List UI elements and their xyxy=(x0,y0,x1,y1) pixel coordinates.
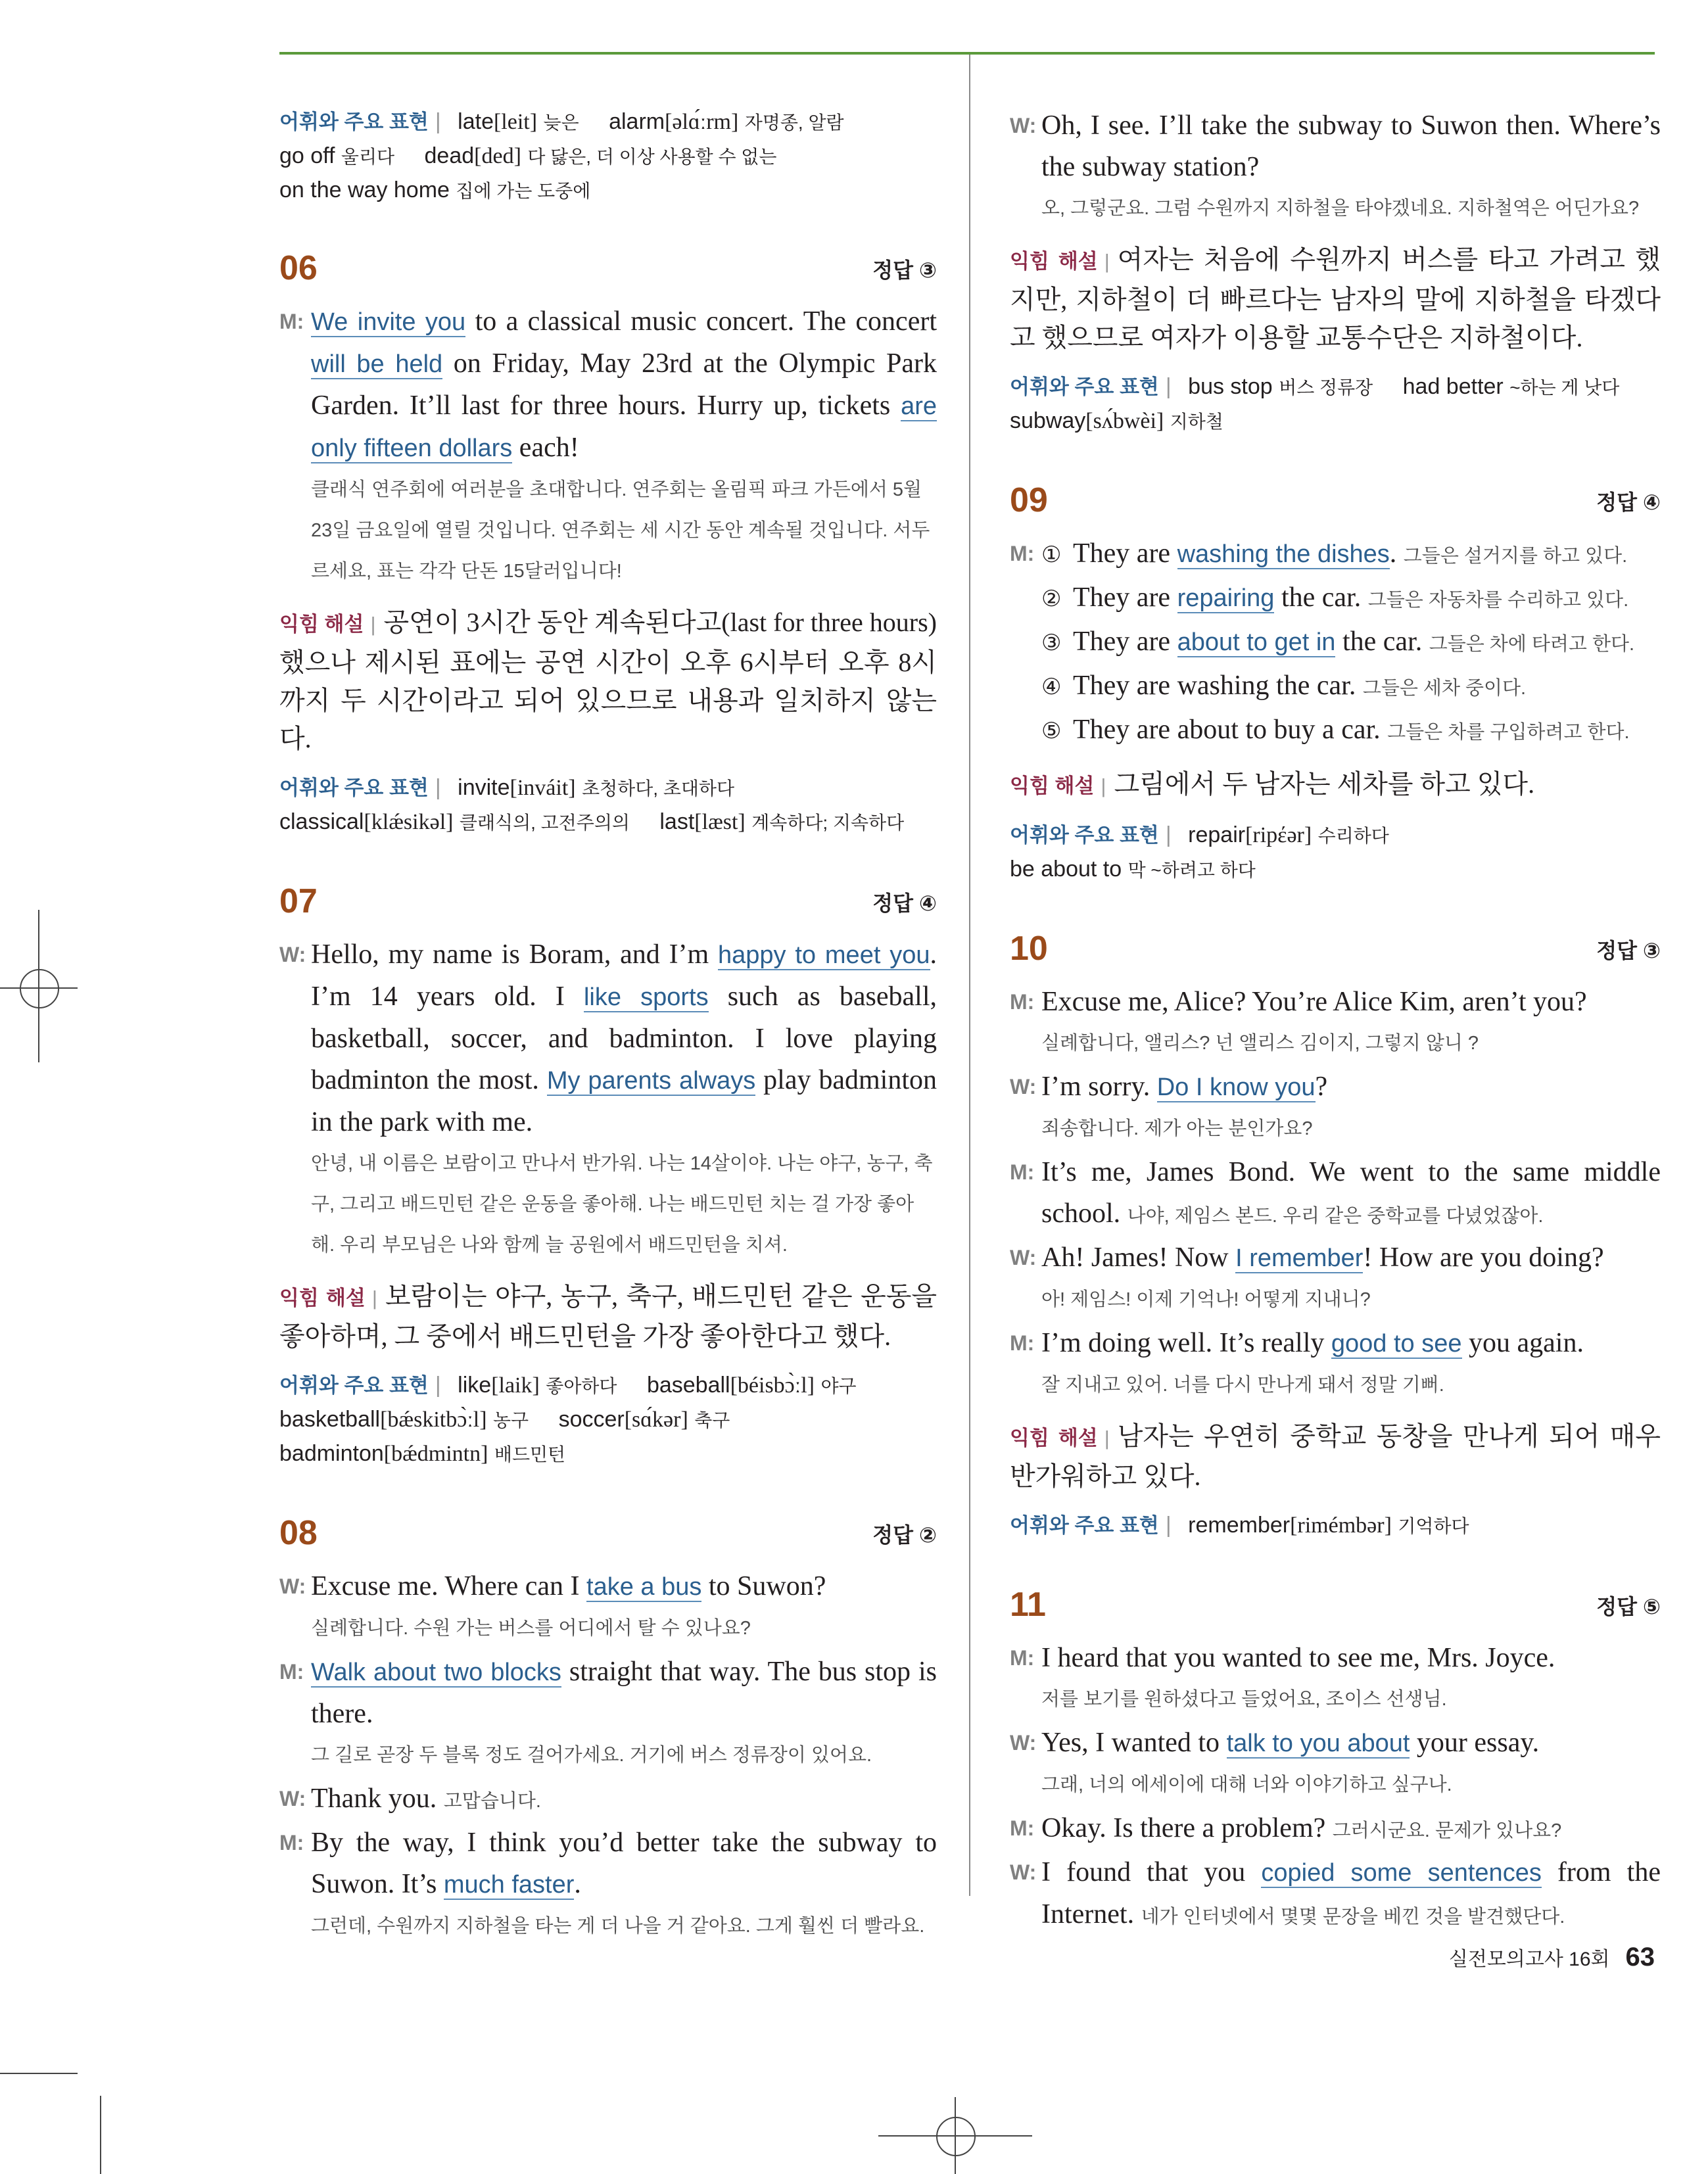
dialogue-turn: M: Okay. Is there a problem? 그러시군요. 문제가 있나요? xyxy=(1010,1813,1562,1843)
question-08 xyxy=(279,1511,937,1947)
dialogue-turn: W: Oh, I see. I’ll take the subway to Suwon then. Where’s the subway station? xyxy=(1010,110,1661,182)
explanation: 익힘 해설 | 그림에서 두 남자는 세차를 하고 있다. xyxy=(1010,769,1535,799)
question-number: 09 xyxy=(1010,481,1048,519)
vocab-box: 어휘와 주요 표현 | invite[inváit] 초청하다, 초대하다 classical[klǽsikəl] 클래식의, 고전주의의 last[læst] 계속하다; 지속하다 xyxy=(279,775,905,834)
translation: 안녕, 내 이름은 보람이고 만나서 반가워. 나는 14살이야. 나는 야구, 농구, 축구, 그리고 배드민턴 같은 운동을 좋아해. 나는 배드민턴 치는 걸 가장 좋아해. 우리 부모님은 나와 함께 늘 공원에서 배드민턴을 치셔. xyxy=(311,1153,933,1256)
translation: 실례합니다, 앨리스? 넌 앨리스 김이지, 그렇지 않니 ? xyxy=(1041,1033,1479,1054)
right-column xyxy=(1010,105,1661,1938)
dialogue-turn: M: It’s me, James Bond. We went to the same middle school. 나야, 제임스 본드. 우리 같은 중학교를 다녔었잖아. xyxy=(1010,1157,1661,1229)
question-number: 06 xyxy=(279,249,318,287)
question-number: 11 xyxy=(1010,1586,1046,1624)
option-4: ④ They are washing the car. 그들은 세차 중이다. xyxy=(1041,671,1527,701)
answer-badge: 정답 ③ xyxy=(1596,939,1661,962)
question-11 xyxy=(1010,1582,1661,1938)
column-divider xyxy=(969,55,970,1896)
answer-badge: 정답 ③ xyxy=(872,258,937,282)
question-10 xyxy=(1010,926,1661,1543)
option-2: ② They are repairing the car. 그들은 자동차를 수리하고 있다. xyxy=(1041,582,1629,613)
explanation: 익힘 해설 | 남자는 우연히 중학교 동창을 만나게 되어 매우 반가워하고 있다. xyxy=(1010,1421,1661,1491)
dialogue-turn: W: I’m sorry. Do I know you? xyxy=(1010,1072,1328,1102)
speaker-label: M: xyxy=(279,310,304,333)
dialogue-turn: M: Excuse me, Alice? You’re Alice Kim, aren’t you? xyxy=(1010,987,1587,1017)
question-number: 07 xyxy=(279,882,318,920)
dialogue-turn: W: Yes, I wanted to talk to you about your essay. xyxy=(1010,1728,1540,1758)
explanation: 익힘 해설 | 여자는 처음에 수원까지 버스를 타고 가려고 했지만, 지하철이 더 빠르다는 남자의 말에 지하철을 타겠다고 했으므로 여자가 이용할 교통수단은 지하철이다. xyxy=(1010,245,1661,352)
translation: 잘 지내고 있어. 너를 다시 만나게 돼서 정말 기뻐. xyxy=(1041,1375,1444,1396)
dialogue-turn: W: Hello, my name is Boram, and I’m happy to meet you. I’m 14 years old. I like sports such as baseball, basketball, soccer, and badminton. I love playing badminton the most. My parents always play badminton in the park with me. xyxy=(279,934,937,1143)
top-rule xyxy=(279,52,1655,55)
explanation: 익힘 해설 | 보람이는 야구, 농구, 축구, 배드민턴 같은 운동을 좋아하며, 그 중에서 배드민턴을 가장 좋아한다고 했다. xyxy=(279,1281,937,1351)
vocab-box: 어휘와 주요 표현 | bus stop 버스 정류장 had better ~하는 게 낫다 subway[sʌ́bwèi] 지하철 xyxy=(1010,374,1620,433)
option-3: ③ They are about to get in the car. 그들은 차에 타려고 한다. xyxy=(1041,626,1635,657)
translation: 클래식 연주회에 여러분을 초대합니다. 연주회는 올림픽 파크 가든에서 5월 23일 금요일에 열릴 것입니다. 연주회는 세 시간 동안 계속될 것입니다. 서두르세요, 표는 각각 단돈 15달러입니다! xyxy=(311,479,930,582)
dialogue-turn: M: I’m doing well. It’s really good to see you again. xyxy=(1010,1328,1584,1358)
question-number: 10 xyxy=(1010,930,1048,968)
option-5: ⑤ They are about to buy a car. 그들은 차를 구입하려고 한다. xyxy=(1041,715,1630,745)
answer-badge: 정답 ② xyxy=(872,1523,937,1547)
question-09 xyxy=(1010,478,1661,887)
translation: 그 길로 곧장 두 블록 정도 걸어가세요. 거기에 버스 정류장이 있어요. xyxy=(311,1745,872,1766)
option-1: M: ① They are washing the dishes. 그들은 설거지를 하고 있다. xyxy=(1010,538,1628,569)
dialogue-turn: W: Excuse me. Where can I take a bus to Suwon? xyxy=(279,1571,826,1601)
left-column xyxy=(279,105,937,1949)
translation: 저를 보기를 원하셨다고 들었어요, 조이스 선생님. xyxy=(1041,1689,1447,1710)
dialogue-turn: M: By the way, I think you’d better take the subway to Suwon. It’s much faster. xyxy=(279,1828,937,1899)
dialogue-turn: W: I found that you copied some sentences from the Internet. 네가 인터넷에서 몇몇 문장을 베낀 것을 발견했단다. xyxy=(1010,1857,1661,1929)
dialogue-turn: W: Ah! James! Now I remember! How are you doing? xyxy=(1010,1242,1604,1273)
page-footer xyxy=(1449,1943,1655,1972)
dialogue-turn: W: Thank you. 고맙습니다. xyxy=(279,1784,541,1814)
answer-badge: 정답 ④ xyxy=(872,891,937,915)
translation: 실례합니다. 수원 가는 버스를 어디에서 탈 수 있나요? xyxy=(311,1618,751,1639)
explanation: 익힘 해설 | 공연이 3시간 동안 계속된다고(last for three hours) 했으나 제시된 표에는 공연 시간이 오후 6시부터 오후 8시까지 두 시간이라고 되어 있으므로 내용과 일치하지 않는다. xyxy=(279,607,937,753)
translation: 그래, 너의 에세이에 대해 너와 이야기하고 싶구나. xyxy=(1041,1774,1452,1795)
translation: 오, 그렇군요. 그럼 수원까지 지하철을 타야겠네요. 지하철역은 어딘가요? xyxy=(1041,198,1640,219)
question-number: 08 xyxy=(279,1514,318,1552)
answer-badge: 정답 ⑤ xyxy=(1596,1595,1661,1619)
speaker-label: W: xyxy=(279,943,306,966)
translation: 죄송합니다. 제가 아는 분인가요? xyxy=(1041,1118,1313,1139)
vocab-box-top: 어휘와 주요 표현 | late[leit] 늦은 alarm[əlɑ́ːrm] 자명종, 알람 go off 울리다 dead[ded] 다 닳은, 더 이상 사용할 수 없는 on the way home 집에 가는 도중에 xyxy=(279,109,844,202)
vocab-box: 어휘와 주요 표현 | like[laik] 좋아하다 baseball[béisbɔ̀ːl] 야구 basketball[bǽskitbɔ̀ːl] 농구 soccer[sɑ́kər] 축구 badminton[bǽdmintn] 배드민턴 xyxy=(279,1373,857,1466)
question-07 xyxy=(279,879,937,1471)
vocab-box: 어휘와 주요 표현 | remember[rimémbər] 기억하다 xyxy=(1010,1513,1469,1538)
question-06 xyxy=(279,246,937,839)
dialogue-turn: M: I heard that you wanted to see me, Mrs. Joyce. xyxy=(1010,1643,1555,1673)
page-number: 63 xyxy=(1625,1943,1655,1972)
translation: 그런데, 수원까지 지하철을 타는 게 더 나을 거 같아요. 그게 훨씬 더 빨라요. xyxy=(311,1916,925,1937)
dialogue-turn: M: We invite you to a classical music concert. The concert will be held on Friday, May 23rd at the Olympic Park Garden. It’ll last for three hours. Hurry up, tickets are only fifteen dollars each! xyxy=(279,301,937,469)
vocab-box: 어휘와 주요 표현 | repair[ripέər] 수리하다 be about to 막 ~하려고 하다 xyxy=(1010,822,1389,882)
dialogue-turn: M: Walk about two blocks straight that way. The bus stop is there. xyxy=(279,1657,937,1729)
answer-badge: 정답 ④ xyxy=(1596,490,1661,514)
running-title: 실전모의고사 16회 xyxy=(1448,1949,1610,1970)
vocab-label: 어휘와 주요 표현 xyxy=(279,110,429,133)
translation: 아! 제임스! 이제 기억나! 어떻게 지내니? xyxy=(1041,1289,1371,1310)
